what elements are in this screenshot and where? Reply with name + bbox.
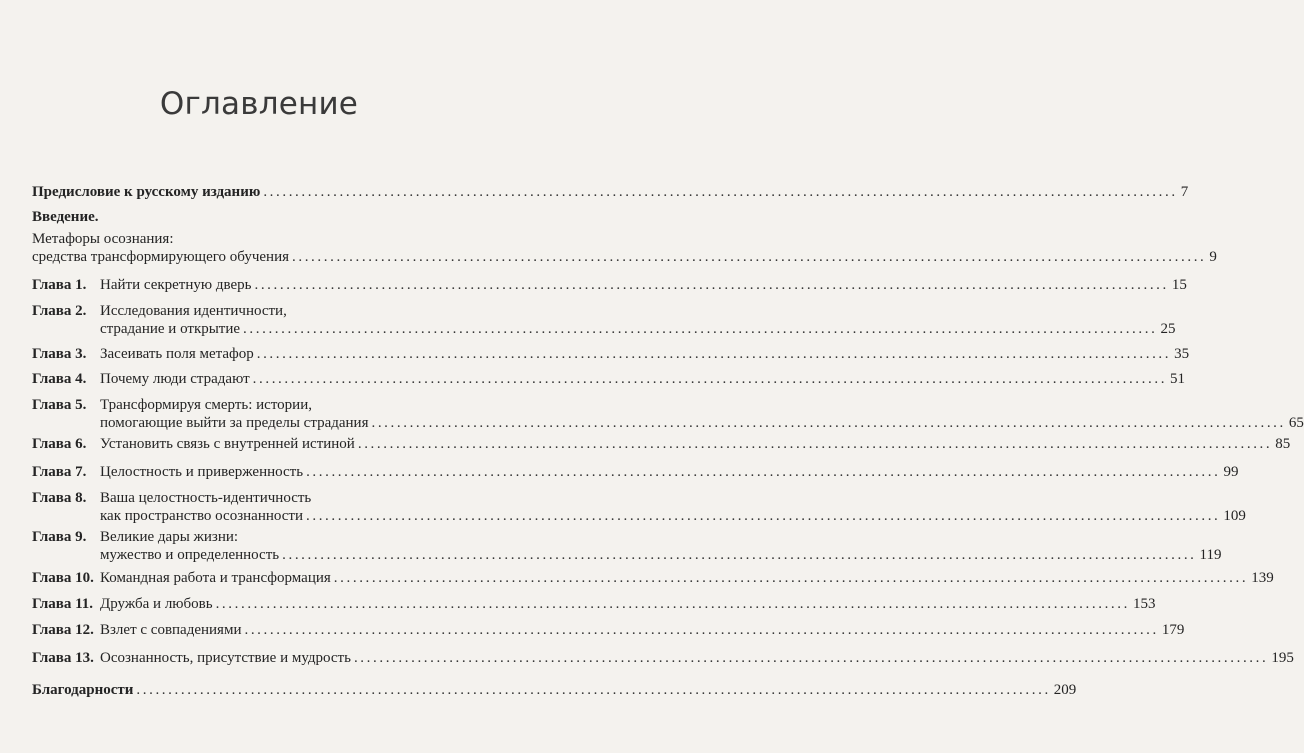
toc-entry-chapter-2[interactable] — [32, 302, 1176, 338]
page-number: 195 — [1271, 650, 1294, 666]
dot-leader — [136, 681, 1050, 699]
chapter-label: Глава 8. — [32, 490, 87, 506]
toc-entry-chapter-5[interactable] — [32, 396, 1304, 432]
chapter-label: Глава 1. — [32, 277, 87, 293]
dot-leader — [244, 621, 1158, 639]
chapter-label: Глава 3. — [32, 346, 87, 362]
chapter-label: Глава 4. — [32, 371, 87, 387]
dot-leader — [358, 435, 1272, 453]
page-number: 109 — [1223, 508, 1246, 524]
chapter-title: Командная работа и трансформация — [100, 570, 331, 586]
chapter-title: Взлет с совпадениями — [100, 622, 242, 638]
chapter-title: Почему люди страдают — [100, 371, 250, 387]
dot-leader — [354, 649, 1268, 667]
chapter-title-line-1: Ваша целостность-идентичность — [100, 490, 312, 506]
page-number: 7 — [1180, 184, 1189, 200]
toc-entry-chapter-7[interactable] — [32, 463, 1239, 481]
chapter-label: Глава 2. — [32, 303, 87, 319]
dot-leader — [253, 370, 1167, 388]
page-number: 51 — [1170, 371, 1186, 387]
chapter-label: Глава 10. — [32, 570, 94, 586]
chapter-title: Осознанность, присутствие и мудрость — [100, 650, 351, 666]
page-number: 35 — [1174, 346, 1190, 362]
dot-leader — [263, 183, 1177, 201]
toc-entry-chapter-11[interactable] — [32, 595, 1156, 613]
page-number: 153 — [1132, 596, 1156, 612]
page-title: Оглавление — [159, 86, 359, 122]
chapter-label: Глава 5. — [32, 397, 87, 413]
dot-leader — [334, 569, 1248, 587]
chapter-title-line-2: мужество и определенность — [100, 547, 280, 563]
dot-leader — [292, 248, 1206, 266]
chapter-title: Целостность и приверженность — [100, 464, 304, 480]
page-number: 139 — [1251, 570, 1274, 586]
toc-entry-chapter-13[interactable] — [32, 649, 1294, 667]
page-number: 9 — [1209, 249, 1217, 265]
chapter-label: Глава 13. — [32, 650, 94, 666]
chapter-title: Засеивать поля метафор — [100, 346, 254, 362]
toc-entry-chapter-8[interactable] — [32, 489, 1246, 525]
toc-entry-preface[interactable] — [32, 183, 1189, 201]
toc-entry-chapter-12[interactable] — [32, 621, 1185, 639]
page-number: 65 — [1288, 415, 1304, 431]
toc-entry-chapter-9[interactable] — [32, 528, 1222, 564]
chapter-label: Глава 9. — [32, 529, 87, 545]
toc-entry-chapter-6[interactable] — [32, 435, 1291, 453]
dot-leader — [306, 463, 1220, 481]
toc-entry-chapter-4[interactable] — [32, 370, 1186, 388]
chapter-title-line-1: Великие дары жизни: — [100, 529, 239, 545]
chapter-label: Глава 11. — [32, 596, 94, 612]
dot-leader — [306, 507, 1220, 525]
dot-leader — [282, 546, 1196, 564]
chapter-title-line-2: как пространство осознанности — [100, 508, 303, 524]
chapter-title-line-2: страдание и открытие — [100, 321, 241, 337]
intro-heading: Введение. — [32, 209, 99, 225]
page-number: 209 — [1053, 682, 1077, 698]
chapter-title: Найти секретную дверь — [100, 277, 252, 293]
chapter-label: Глава 7. — [32, 464, 87, 480]
toc-entry-title: Благодарности — [32, 682, 134, 698]
page-number: 119 — [1199, 547, 1222, 563]
chapter-title-line-2: помогающие выйти за пределы страдания — [100, 415, 369, 431]
page-number: 99 — [1223, 464, 1239, 480]
page-number: 179 — [1161, 622, 1185, 638]
toc-entry-chapter-1[interactable] — [32, 276, 1187, 294]
chapter-title: Установить связь с внутренней истиной — [100, 436, 355, 452]
dot-leader — [254, 276, 1168, 294]
toc-entry-introduction[interactable] — [32, 208, 1217, 266]
intro-title-line-2: средства трансформирующего обучения — [32, 249, 289, 265]
chapter-title-line-1: Трансформируя смерть: истории, — [100, 397, 312, 413]
toc-entry-chapter-10[interactable] — [32, 569, 1274, 587]
chapter-label: Глава 6. — [32, 436, 87, 452]
chapter-title-line-1: Исследования идентичности, — [100, 303, 287, 319]
toc-entry-title: Предисловие к русскому изданию — [32, 184, 261, 200]
chapter-label: Глава 12. — [32, 622, 94, 638]
dot-leader — [257, 345, 1171, 363]
chapter-title: Дружба и любовь — [100, 596, 213, 612]
toc-entry-acknowledgements[interactable] — [32, 681, 1077, 699]
page-number: 85 — [1275, 436, 1291, 452]
dot-leader — [243, 320, 1157, 338]
dot-leader — [371, 414, 1285, 432]
dot-leader — [216, 595, 1130, 613]
page-number: 15 — [1171, 277, 1187, 293]
page-number: 25 — [1160, 321, 1176, 337]
intro-title-line-1: Метафоры осознания: — [32, 231, 174, 247]
toc-entry-chapter-3[interactable] — [32, 345, 1190, 363]
